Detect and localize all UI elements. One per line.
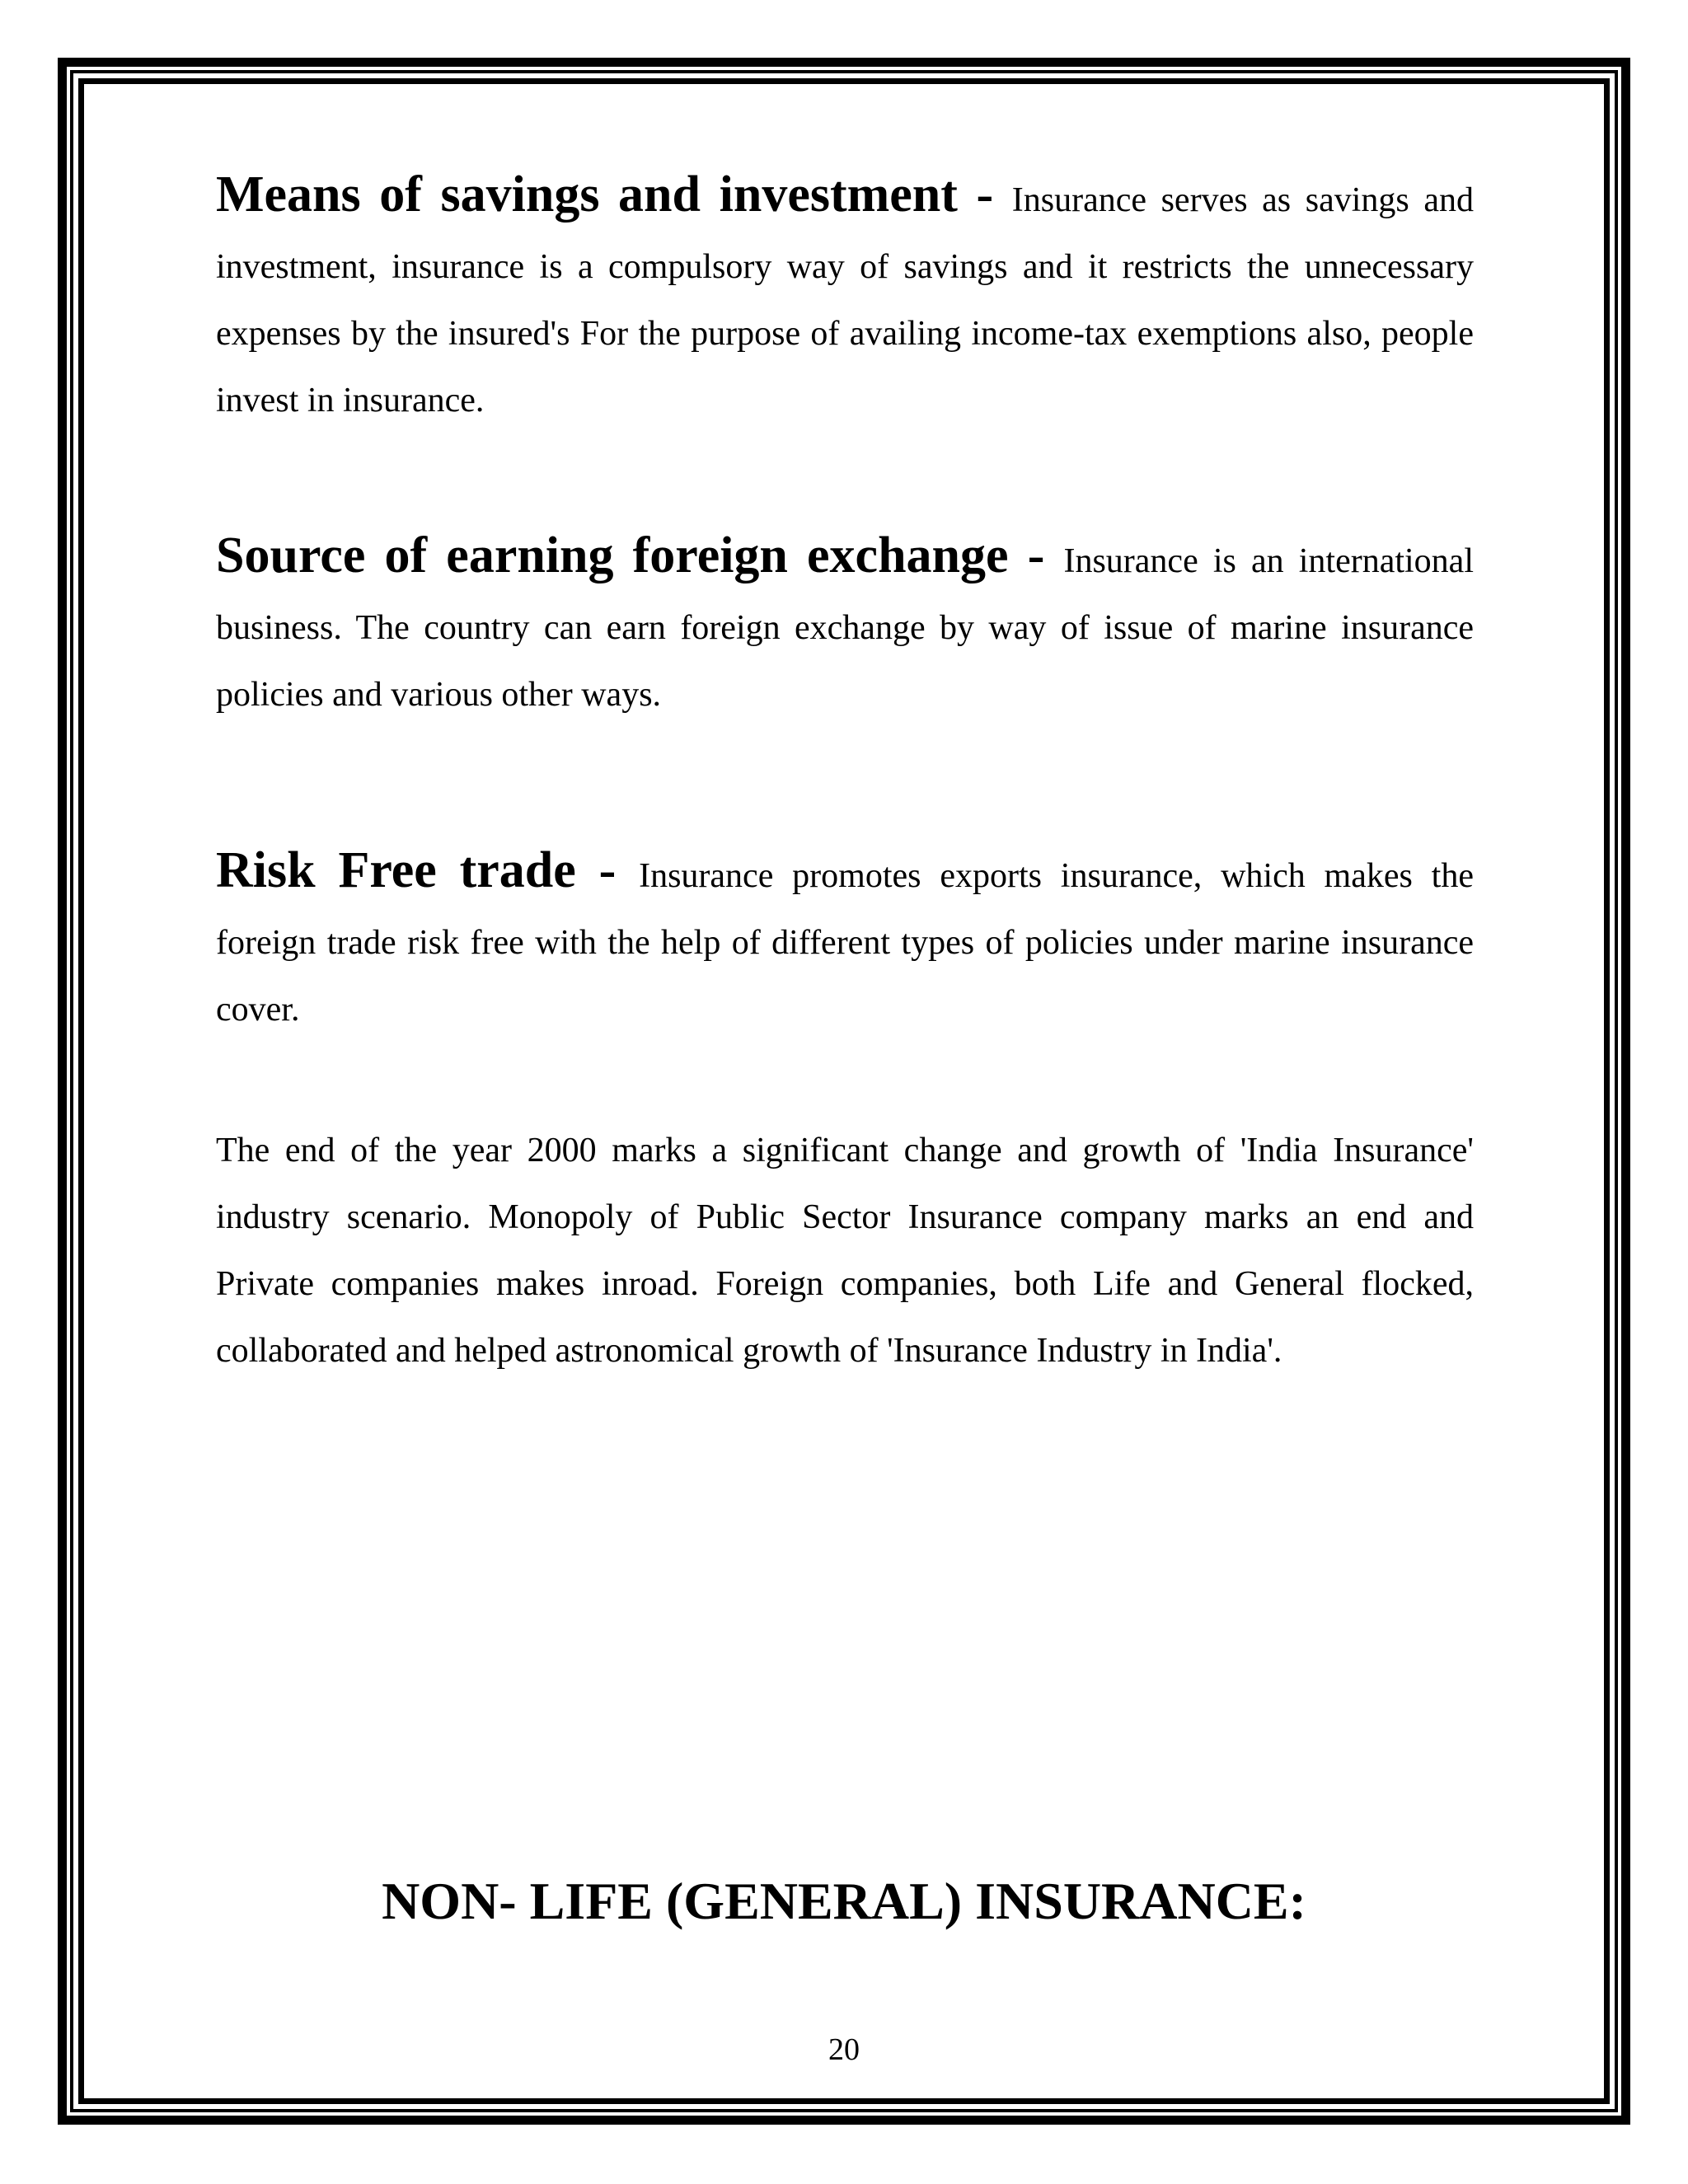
risk-free-trade-paragraph xyxy=(216,837,1474,1043)
risk-free-trade-body: Insurance promotes exports insurance, which makes the foreign trade risk free with the help of different types of policies under marine insurance cover. xyxy=(216,857,1474,1029)
savings-investment-body: Insurance serves as savings and investment, insurance is a compulsory way of savings and it restricts the unnecessary expenses by the insured's For the purpose of availing income-tax exemptions also, people invest in insurance. xyxy=(216,181,1474,419)
industry-change-paragraph: The end of the year 2000 marks a significant change and growth of 'India Insurance' industry scenario. Monopoly of Public Sector Insurance company marks an end and Private companies makes inroad. Foreign companies, both Life and General flocked, collaborated and helped astronomical growth of 'Insurance Industry in India'. xyxy=(216,1132,1474,1370)
risk-free-trade-heading: Risk Free trade xyxy=(216,842,576,898)
foreign-exchange-body: Insurance is an international business. The country can earn foreign exchange by way of issue of marine insurance policies and various other ways. xyxy=(216,542,1474,714)
foreign-exchange-heading: Source of earning foreign exchange xyxy=(216,527,1009,583)
foreign-exchange-paragraph xyxy=(216,523,1474,729)
page-number: 20 xyxy=(828,2032,860,2067)
heading-separator: - xyxy=(957,166,1012,223)
savings-investment-heading: Means of savings and investment xyxy=(216,166,958,223)
heading-separator: - xyxy=(575,842,640,898)
non-life-insurance-heading: NON- LIFE (GENERAL) INSURANCE: xyxy=(382,1872,1306,1930)
heading-separator: - xyxy=(1008,527,1064,583)
savings-investment-paragraph xyxy=(216,162,1474,434)
